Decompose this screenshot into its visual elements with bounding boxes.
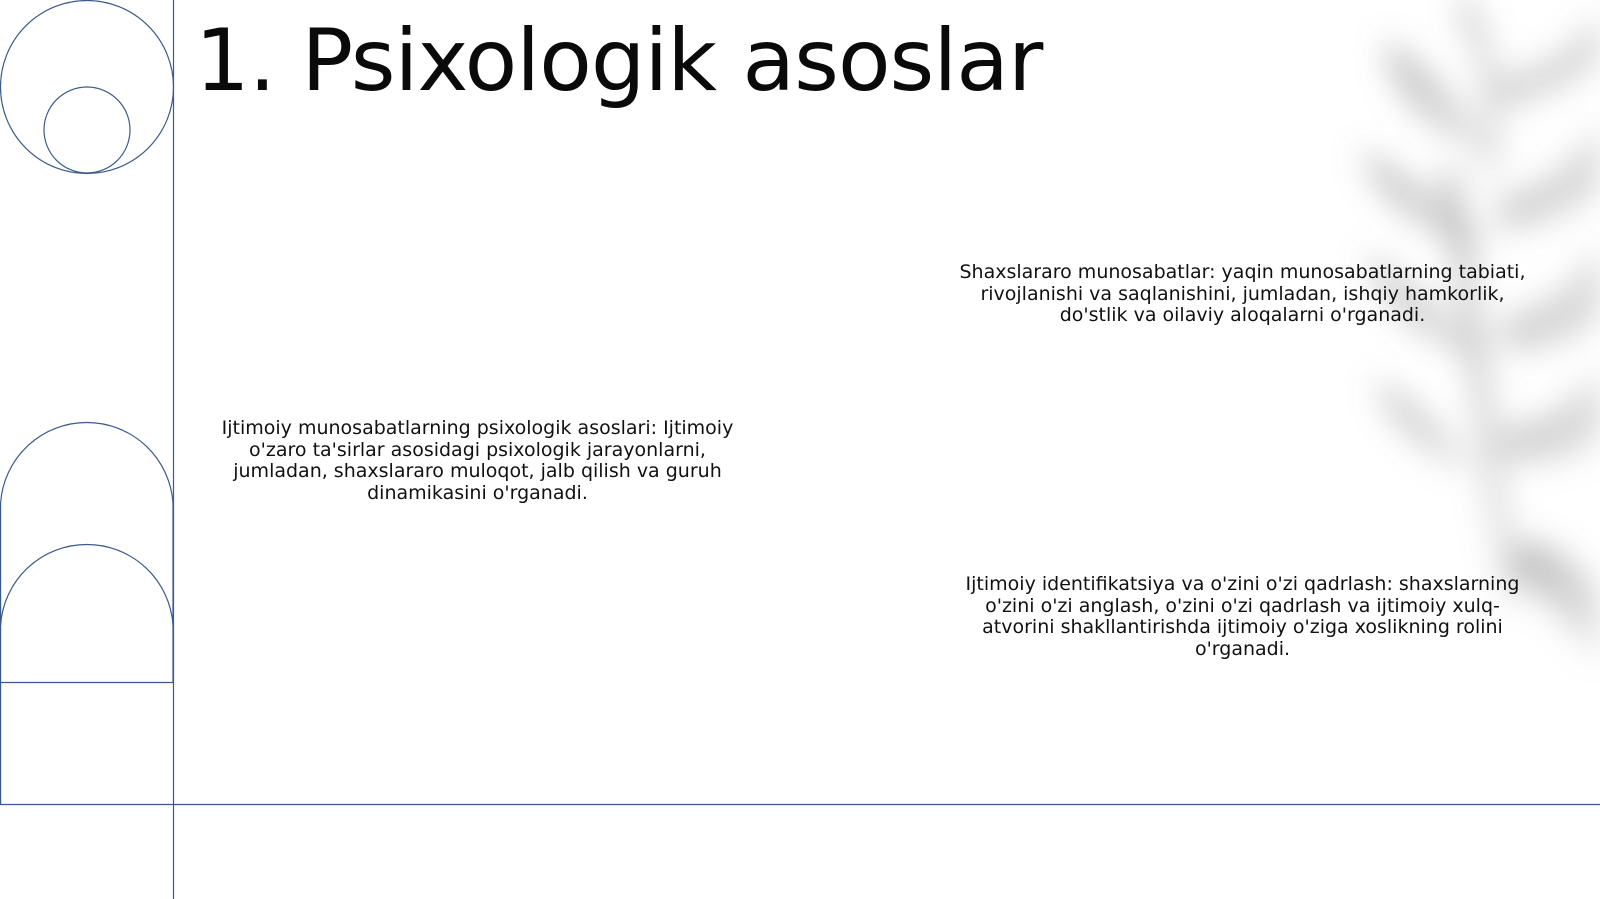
leaf-shadow-icon [1360,0,1600,660]
small-circle-outline [44,87,130,173]
text-block-interpersonal: Shaxslararo munosabatlar: yaqin munosabatlarning tabiati, rivojlanishi va saqlanishini, jumladan, ishqiy hamkorlik, do'stlik va oilaviy aloqalarni o'rganadi. [959,261,1526,326]
lower-arch-outline [1,544,173,625]
slide-title: 1. Psixologik asoslar [195,11,1043,111]
text-block-social-foundations: Ijtimoiy munosabatlarning psixologik asoslari: Ijtimoiy o'zaro ta'sirlar asosidagi psixologik jarayonlarni, jumladan, shaxslararo muloqot, jalb qilish va guruh dinamikasini o'rganadi. [221,417,734,504]
upper-arch-outline [1,422,173,682]
text-block-social-identity: Ijtimoiy identifikatsiya va o'zini o'zi qadrlash: shaxslarning o'zini o'zi anglash, o'zini o'zi qadrlash va ijtimoiy xulq-atvorini shakllantirishda ijtimoiy o'ziga xoslikning rolini o'rganadi. [965,573,1520,660]
